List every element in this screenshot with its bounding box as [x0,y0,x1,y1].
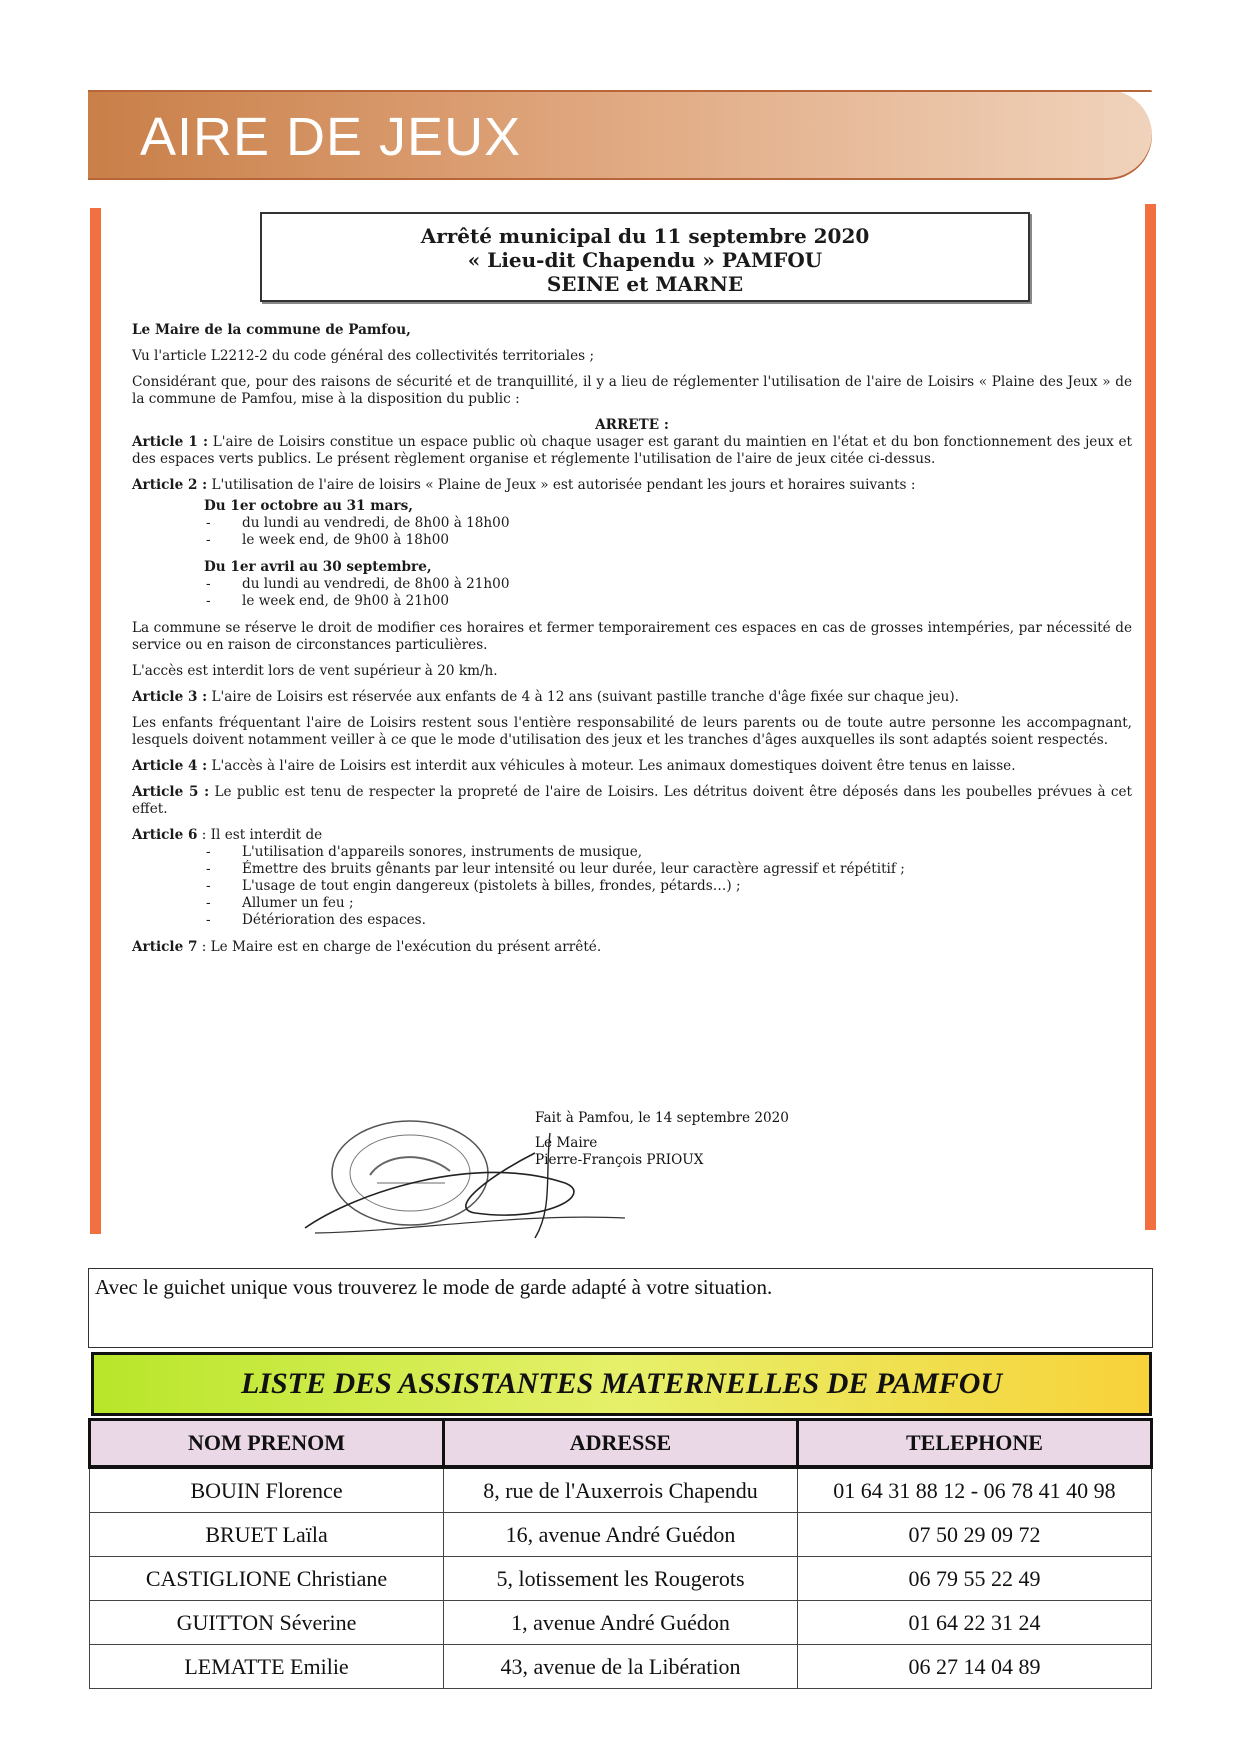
notice-considerant: Considérant que, pour des raisons de sécurité et de tranquillité, il y a lieu de réglementer l'utilisation de l'aire de Loisirs « Plaine des Jeux » de la commune de Pamfou, mise à la disposition du public : [132,374,1132,407]
notice-title-box [260,212,1030,302]
municipal-notice [90,208,1156,1238]
notice-title-line: SEINE et MARNE [546,272,744,296]
column-header: TELEPHONE [797,1420,1151,1468]
cell-name: CASTIGLIONE Christiane [90,1557,444,1601]
period-heading: Du 1er avril au 30 septembre, [204,559,432,575]
list-item: - Détérioration des espaces. [204,912,1132,929]
page-title: AIRE DE JEUX [140,107,522,167]
cell-name: BOUIN Florence [90,1467,444,1513]
cell-name: LEMATTE Emilie [90,1645,444,1689]
cell-phone: 01 64 22 31 24 [797,1601,1151,1645]
cell-address: 43, avenue de la Libération [444,1645,798,1689]
cell-address: 8, rue de l'Auxerrois Chapendu [444,1467,798,1513]
cell-name: GUITTON Séverine [90,1601,444,1645]
left-accent-bar [90,208,101,1234]
list-item: - L'usage de tout engin dangereux (pistolets à billes, frondes, pétards…) ; [204,878,1132,895]
cell-name: BRUET Laïla [90,1513,444,1557]
info-text: Avec le guichet unique vous trouverez le mode de garde adapté à votre situation. [95,1275,773,1299]
column-header: ADRESSE [444,1420,798,1468]
prohibited-list [204,844,1132,929]
table-row [90,1467,1152,1513]
info-box [88,1268,1153,1348]
list-item: - L'utilisation d'appareils sonores, instruments de musique, [204,844,1132,861]
list-item: - Allumer un feu ; [204,895,1132,912]
table-header-row [90,1420,1152,1468]
notice-reserve: La commune se réserve le droit de modifier ces horaires et fermer temporairement ces espaces en cas de grosses intempéries, par nécessité de service ou en raison de circonstances particulières. [132,620,1132,653]
signature-name: Pierre-François PRIOUX [535,1152,704,1168]
notice-children: Les enfants fréquentant l'aire de Loisirs restent sous l'entière responsabilité de leurs parents ou de toute autre personne les accompagnant, lesquels doivent notamment veiller à ce que le mode d'utilisation des jeux et les tranches d'âges auxquelles ils sont adaptés soient respectés. [132,715,1132,748]
cell-phone: 07 50 29 09 72 [797,1513,1151,1557]
article-3: Article 3 : L'aire de Loisirs est réservée aux enfants de 4 à 12 ans (suivant pastille tranche d'âge fixée sur chaque jeu). [132,689,959,705]
cell-phone: 01 64 31 88 12 - 06 78 41 40 98 [797,1467,1151,1513]
article-6: Article 6 : Il est interdit de [132,827,323,843]
article-7: Article 7 : Le Maire est en charge de l'exécution du présent arrêté. [132,939,602,955]
article-2: Article 2 : L'utilisation de l'aire de loisirs « Plaine de Jeux » est autorisée pendant les jours et horaires suivants : [132,477,916,493]
notice-wind: L'accès est interdit lors de vent supérieur à 20 km/h. [132,663,498,679]
signature-place-date: Fait à Pamfou, le 14 septembre 2020 [535,1110,789,1126]
list-item: - le week end, de 9h00 à 21h00 [204,593,1132,610]
period-list [204,515,1132,549]
cell-phone: 06 79 55 22 49 [797,1557,1151,1601]
notice-body [132,322,1132,965]
header-banner [88,90,1152,180]
list-item: - le week end, de 9h00 à 18h00 [204,532,1132,549]
cell-address: 1, avenue André Guédon [444,1601,798,1645]
table-row [90,1513,1152,1557]
table-row [90,1601,1152,1645]
column-header: NOM PRENOM [90,1420,444,1468]
cell-address: 5, lotissement les Rougerots [444,1557,798,1601]
signature-title: Le Maire [535,1135,598,1151]
list-item: - du lundi au vendredi, de 8h00 à 18h00 [204,515,1132,532]
table-row [90,1557,1152,1601]
list-title: LISTE DES ASSISTANTES MATERNELLES DE PAMFOU [240,1367,1003,1400]
notice-title-line: « Lieu-dit Chapendu » PAMFOU [467,248,823,272]
list-item: - Émettre des bruits gênants par leur intensité ou leur durée, leur caractère agressif et répétitif ; [204,861,1132,878]
notice-vu: Vu l'article L2212-2 du code général des collectivités territoriales ; [132,348,595,364]
period-list [204,576,1132,610]
notice-arrete: ARRETE : [595,417,669,433]
article-4: Article 4 : L'accès à l'aire de Loisirs est interdit aux véhicules à moteur. Les animaux domestiques doivent être tenus en laisse. [132,758,1016,774]
article-1: Article 1 : L'aire de Loisirs constitue un espace public où chaque usager est garant du maintien en l'état et du bon fonctionnement des jeux et des espaces verts publics. Le présent règlement organise et réglemente l'utilisation de l'aire de jeux citée ci-dessus. [132,434,1133,467]
list-title-bar [91,1352,1152,1416]
table-row [90,1645,1152,1689]
right-accent-bar [1145,204,1156,1230]
cell-phone: 06 27 14 04 89 [797,1645,1151,1689]
period-heading: Du 1er octobre au 31 mars, [204,498,413,514]
article-5: Article 5 : Le public est tenu de respecter la propreté de l'aire de Loisirs. Les détritus doivent être déposés dans les poubelles prévues à cet effet. [132,784,1132,817]
signature-block [535,1110,789,1177]
childminders-table [88,1418,1153,1689]
cell-address: 16, avenue André Guédon [444,1513,798,1557]
notice-intro: Le Maire de la commune de Pamfou, [132,322,411,338]
notice-title-line: Arrêté municipal du 11 septembre 2020 [420,224,870,248]
list-item: - du lundi au vendredi, de 8h00 à 21h00 [204,576,1132,593]
